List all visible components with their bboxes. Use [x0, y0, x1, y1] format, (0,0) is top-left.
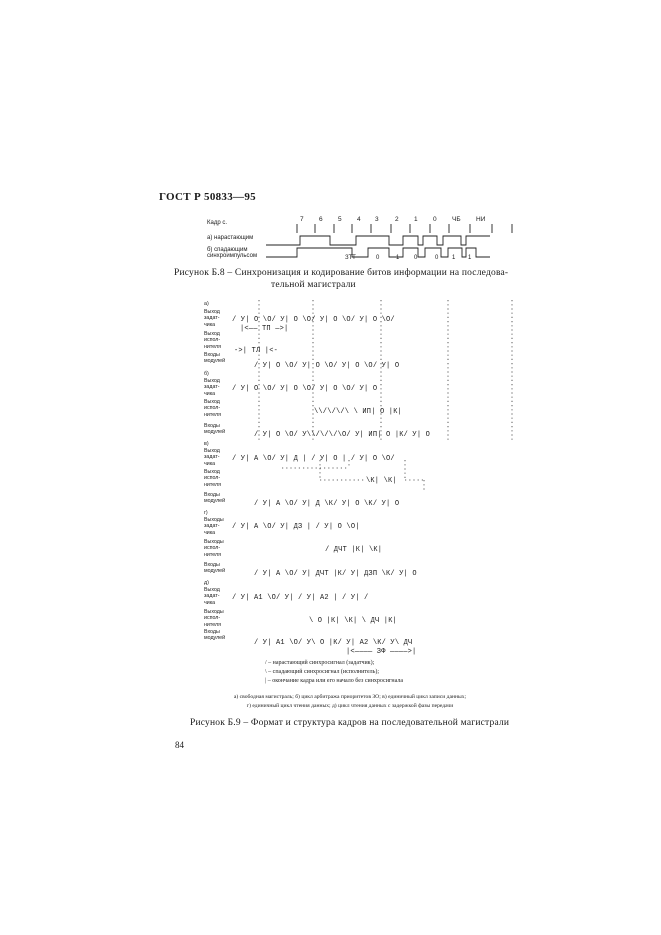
figure-b9-notes-line1: а) свободная магистраль; б) цикл арбитража приоритетов ЗО; в) единичный цикл записи данных; — [233, 694, 467, 700]
module-in-label-c: Входы модулей — [204, 492, 226, 505]
module-in-label-d: Входы модулей — [204, 562, 226, 575]
bit-label: 6 — [319, 216, 323, 223]
signal-row: / ДЧТ |К| \К| — [325, 546, 383, 554]
bit-value: 0 — [414, 255, 418, 261]
section-b-label: б) — [204, 371, 209, 377]
bit-value: 0 — [376, 255, 380, 261]
section-d-label: г) — [204, 510, 208, 516]
figure-b8-caption-line1: Рисунок Б.8 – Синхронизация и кодирование битов информации на последова- — [174, 268, 509, 278]
signal-row: / У| А1 \О/ У| / У| А2 | / У| / — [232, 594, 369, 602]
page-number: 84 — [175, 740, 184, 750]
bit-value: 0 — [435, 255, 439, 261]
bit-value: 1 — [396, 255, 400, 261]
signal-row: / У| А \О/ У| Д | / У| О | / У| О \О/ — [232, 455, 395, 463]
slave-out-label-b: Выход испол- нителя — [204, 399, 221, 418]
rising-label: а) нарастающим — [207, 235, 254, 241]
signal-row: / У| А \О/ У| ДЧТ |К/ У| ДЗП \К/ У| О — [254, 570, 417, 578]
signal-row: |<———— ЗФ ————>| — [346, 648, 417, 656]
signal-row: / У| О \О/ У\\/\/\/\О/ У| ИП| О |К/ У| О — [254, 431, 431, 439]
section-a-label: а) — [204, 301, 209, 307]
figure-b8-caption-line2: тельной магистрали — [271, 280, 356, 290]
signal-row: / У| А1 \О/ У\ О |К/ У| А2 \К/ У\ ДЧ — [254, 639, 413, 647]
bit-label: 4 — [357, 216, 361, 223]
guide-line — [405, 460, 424, 490]
bit-label: 5 — [338, 216, 342, 223]
falling-label: б) спадающим синхроимпульсом — [207, 247, 258, 259]
figure-b9-notes-line2: г) единичный цикл чтения данных; д) цикл чтения данных с задержкой фазы передачи — [246, 703, 454, 709]
signal-row: |<—— ТП —>| — [240, 325, 289, 333]
signal-row: \ О |К| \К| \ ДЧ |К| — [309, 617, 398, 625]
bit-label: НИ — [476, 216, 486, 223]
signal-row: ->| ТЛ |<- — [234, 347, 279, 355]
signal-row: / У| О \О/ У| О \О/ У| О \О/ У| О — [232, 385, 378, 393]
ztt-label: ЗТТ — [345, 255, 356, 261]
module-in-label: Входы модулей — [204, 352, 226, 365]
legend-item: / – нарастающий синхросигнал (задатчик); — [265, 660, 375, 666]
bit-label: ЧБ — [452, 216, 461, 223]
master-outs-label-d: Выходы задат- чика — [204, 517, 224, 536]
legend-item: \ – спадающий синхросигнал (исполнитель); — [265, 669, 380, 675]
master-out-label: Выход задат- чика — [204, 309, 220, 328]
section-e-label: д) — [204, 580, 209, 586]
master-out-label-e: Выход задат- чика — [204, 587, 220, 606]
signal-row: / У| О \О/ У| О \О/ У| О \О/ У| О \О/ — [232, 316, 395, 324]
slave-out-label-c: Выход испол- нителя — [204, 469, 221, 488]
frame-label: Кадр с. — [207, 220, 228, 226]
bit-label: 2 — [395, 216, 399, 223]
signal-row: / У| А \О/ У| ДЗ | / У| О \О| — [232, 523, 360, 531]
signal-row: \К| \К| — [366, 477, 397, 485]
bit-value: 1 — [468, 255, 472, 261]
legend-item: | – окончание кадра или его начало без синхросигнала — [265, 678, 403, 684]
signal-row: / У| О \О/ У| О \О/ У| О \О/ У| О — [254, 362, 400, 370]
master-out-label-b: Выход задат- чика — [204, 378, 220, 397]
document-header: ГОСТ Р 50833—95 — [159, 191, 256, 203]
bit-value: 1 — [452, 255, 456, 261]
slave-outs-label-e: Выходы испол- нителя — [204, 609, 224, 628]
bit-label: 1 — [414, 216, 418, 223]
signal-row: / У| А \О/ У| Д \К/ У| О \К/ У| О — [254, 500, 400, 508]
bit-label: 0 — [433, 216, 437, 223]
module-in-label-e: Входы модулей — [204, 629, 226, 642]
section-c-label: в) — [204, 441, 209, 447]
signal-row: \\/\/\/\ \ ИП| О |К| — [314, 408, 403, 416]
figure-b9-caption: Рисунок Б.9 – Формат и структура кадров на последовательной магистрали — [190, 718, 510, 728]
slave-out-label: Выход испол- нителя — [204, 331, 221, 350]
master-out-label-c: Выход задат- чика — [204, 448, 220, 467]
bit-label: 7 — [300, 216, 304, 223]
guide-line — [282, 460, 366, 480]
slave-outs-label-d: Выходы испол- нителя — [204, 539, 224, 558]
bit-label: 3 — [375, 216, 379, 223]
module-in-label-b: Входы модулей — [204, 423, 226, 436]
